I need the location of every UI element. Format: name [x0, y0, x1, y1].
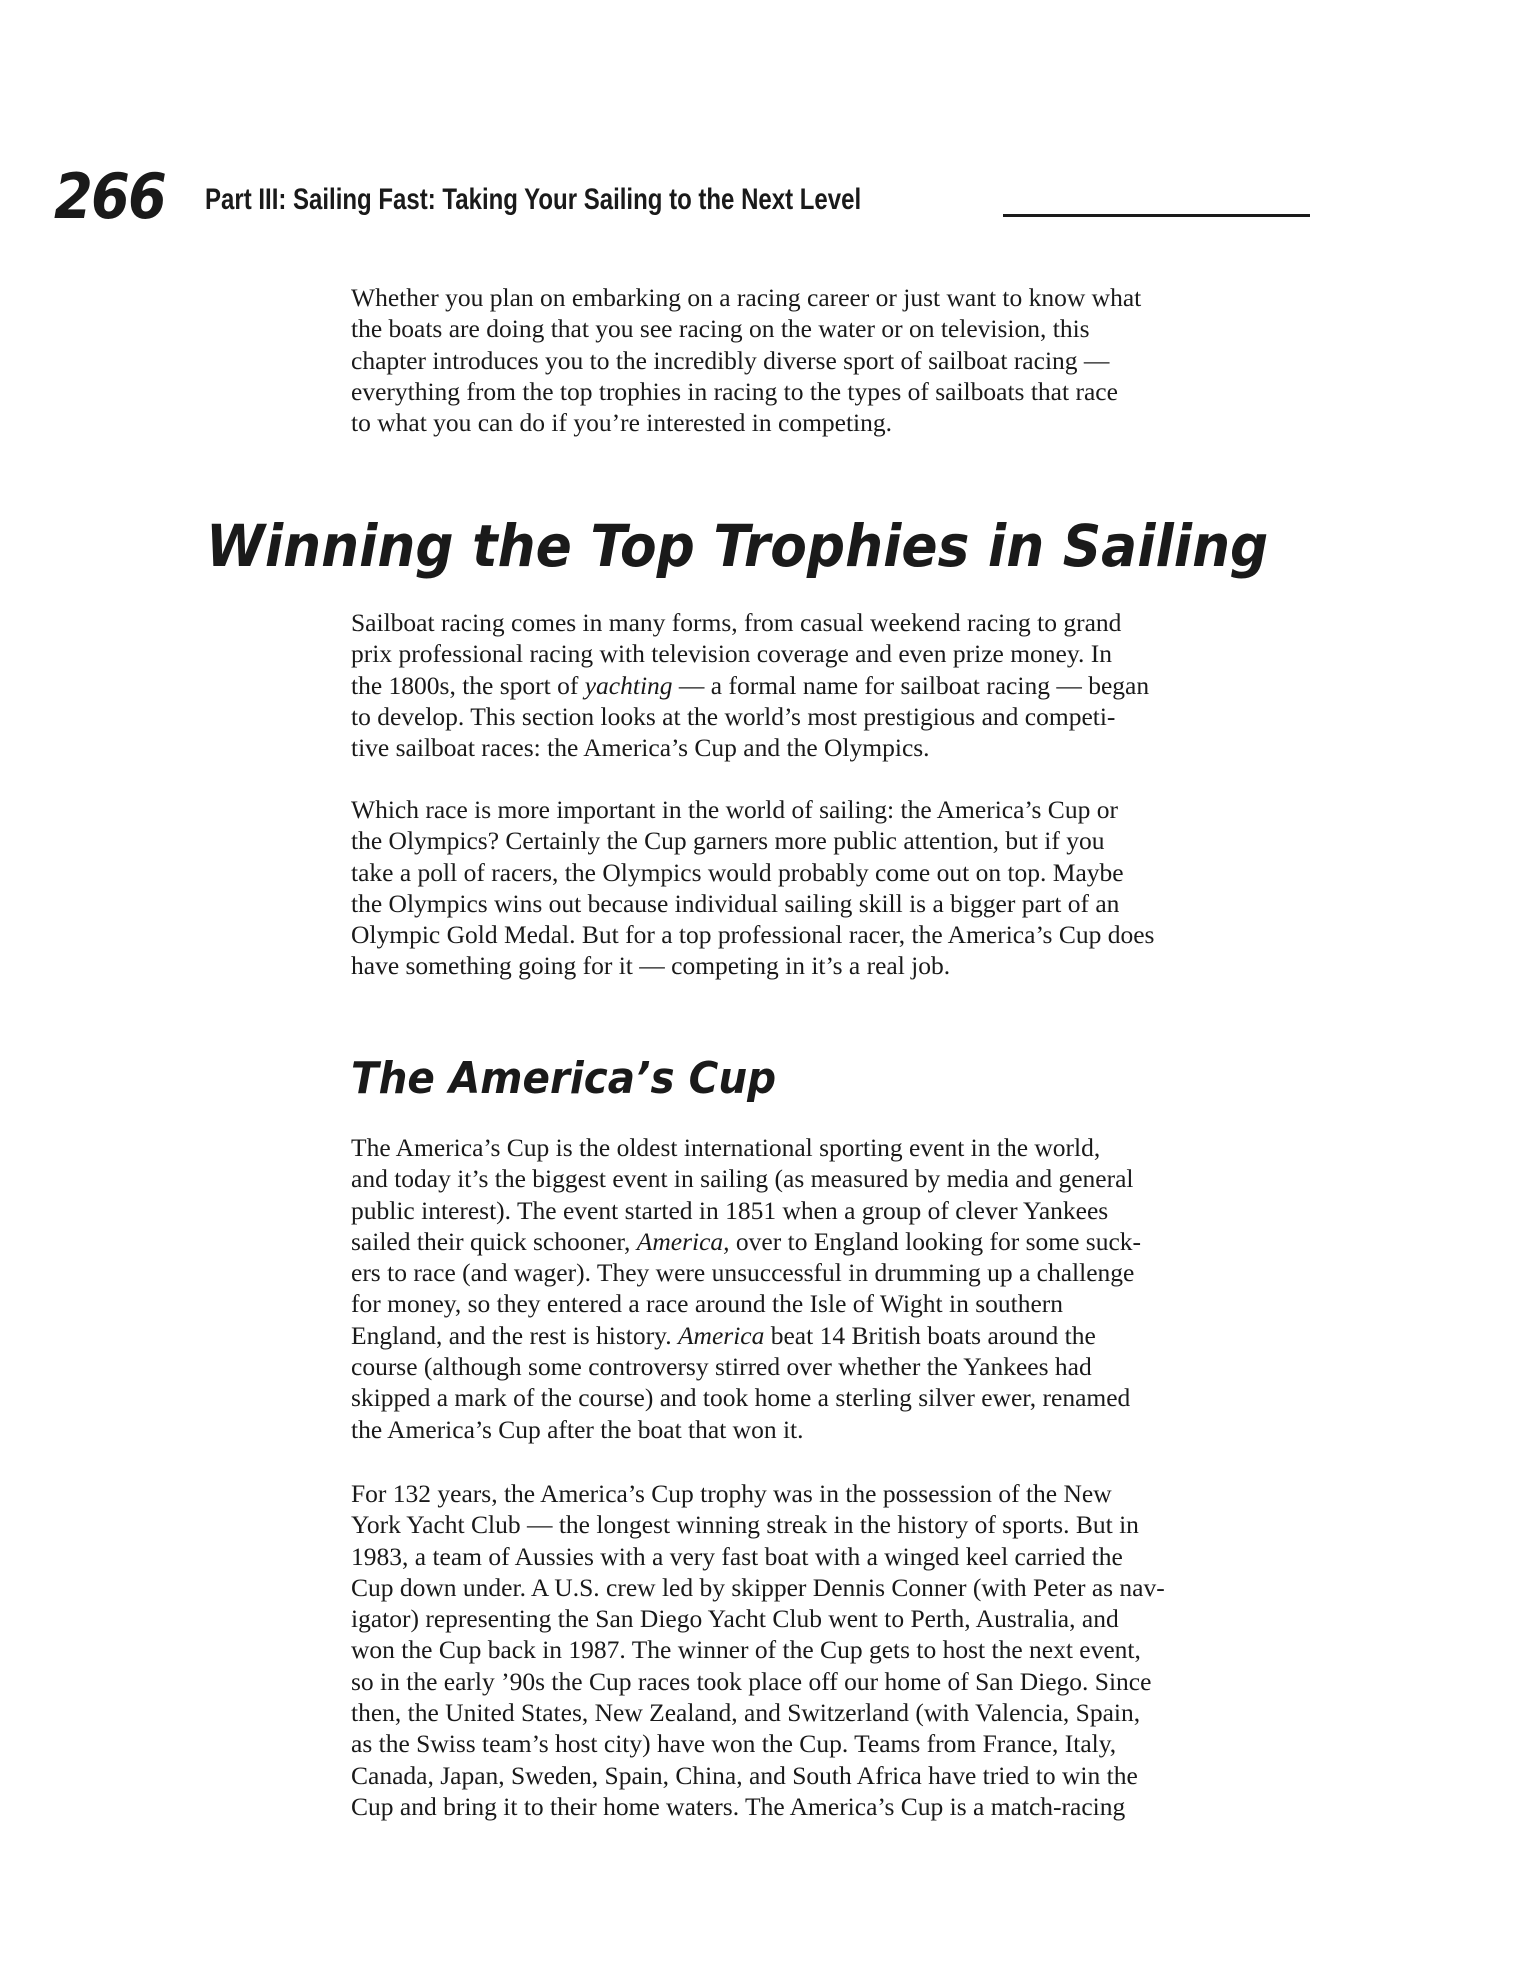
text-line: sailed their quick schooner, America, over to England looking for some suck- [351, 1226, 1142, 1256]
text-line: the America’s Cup after the boat that won it. [351, 1414, 804, 1444]
text-line: York Yacht Club — the longest winning streak in the history of sports. But in [351, 1510, 1139, 1540]
text-line: public interest). The event started in 1851 when a group of clever Yankees [351, 1195, 1109, 1225]
text-line: take a poll of racers, the Olympics would probably come out on top. Maybe [351, 857, 1124, 887]
running-head: Part III: Sailing Fast: Taking Your Sailing to the Next Level [205, 183, 862, 216]
text-line: The America’s Cup is the oldest international sporting event in the world, [351, 1133, 1101, 1162]
text-line: ers to race (and wager). They were unsuccessful in drumming up a challenge [351, 1258, 1135, 1288]
paragraph-2 [351, 794, 1154, 982]
text-line: England, and the rest is history. America beat 14 British boats around the [351, 1320, 1096, 1350]
text-line: Which race is more important in the world of sailing: the America’s Cup or [351, 795, 1118, 824]
text-line: the 1800s, the sport of yachting — a formal name for sailboat racing — began [351, 670, 1150, 700]
intro-paragraph [351, 282, 1141, 438]
paragraph-4 [351, 1478, 1165, 1822]
text-line: Cup down under. A U.S. crew led by skipper Dennis Conner (with Peter as nav- [351, 1572, 1165, 1602]
text-line: have something going for it — competing in it’s a real job. [351, 951, 951, 981]
text-line: the Olympics? Certainly the Cup garners more public attention, but if you [351, 826, 1105, 856]
text-line: then, the United States, New Zealand, and Switzerland (with Valencia, Spain, [351, 1698, 1141, 1728]
text-line: to what you can do if you’re interested in competing. [351, 408, 893, 438]
text-line: prix professional racing with television coverage and even prize money. In [351, 639, 1112, 669]
text-line: for money, so they entered a race around the Isle of Wight in southern [351, 1289, 1064, 1319]
text-line: For 132 years, the America’s Cup trophy was in the possession of the New [351, 1479, 1112, 1508]
text-line: so in the early ’90s the Cup races took place off our home of San Diego. Since [351, 1666, 1152, 1696]
page-number: 266 [54, 160, 166, 233]
text-line: to develop. This section looks at the world’s most prestigious and competi- [351, 701, 1116, 731]
subheading: The America’s Cup [351, 1053, 777, 1104]
text-line: Olympic Gold Medal. But for a top professional racer, the America’s Cup does [351, 920, 1155, 950]
text-line: everything from the top trophies in racing to the types of sailboats that race [351, 376, 1118, 406]
text-line: Cup and bring it to their home waters. The America’s Cup is a match-racing [351, 1791, 1126, 1821]
text-line: skipped a mark of the course) and took home a sterling silver ewer, renamed [351, 1383, 1131, 1413]
text-line: Sailboat racing comes in many forms, from casual weekend racing to grand [351, 608, 1122, 637]
header-rule [1003, 214, 1310, 217]
text-line: won the Cup back in 1987. The winner of the Cup gets to host the next event, [351, 1635, 1141, 1665]
paragraph-1 [351, 607, 1149, 763]
text-line: the boats are doing that you see racing on the water or on television, this [351, 314, 1090, 344]
text-line: 1983, a team of Aussies with a very fast boat with a winged keel carried the [351, 1541, 1123, 1571]
text-line: chapter introduces you to the incredibly diverse sport of sailboat racing — [351, 345, 1110, 375]
text-line: igator) representing the San Diego Yacht Club went to Perth, Australia, and [351, 1604, 1119, 1634]
text-line: Whether you plan on embarking on a racing career or just want to know what [351, 283, 1142, 312]
text-line: tive sailboat races: the America’s Cup and the Olympics. [351, 733, 930, 763]
text-line: the Olympics wins out because individual sailing skill is a bigger part of an [351, 888, 1120, 918]
text-line: and today it’s the biggest event in sailing (as measured by media and general [351, 1164, 1134, 1194]
text-line: as the Swiss team’s host city) have won the Cup. Teams from France, Italy, [351, 1729, 1117, 1759]
text-line: course (although some controversy stirred over whether the Yankees had [351, 1352, 1092, 1382]
paragraph-3 [351, 1132, 1141, 1445]
section-heading: Winning the Top Trophies in Sailing [206, 512, 1269, 580]
text-line: Canada, Japan, Sweden, Spain, China, and South Africa have tried to win the [351, 1760, 1138, 1790]
